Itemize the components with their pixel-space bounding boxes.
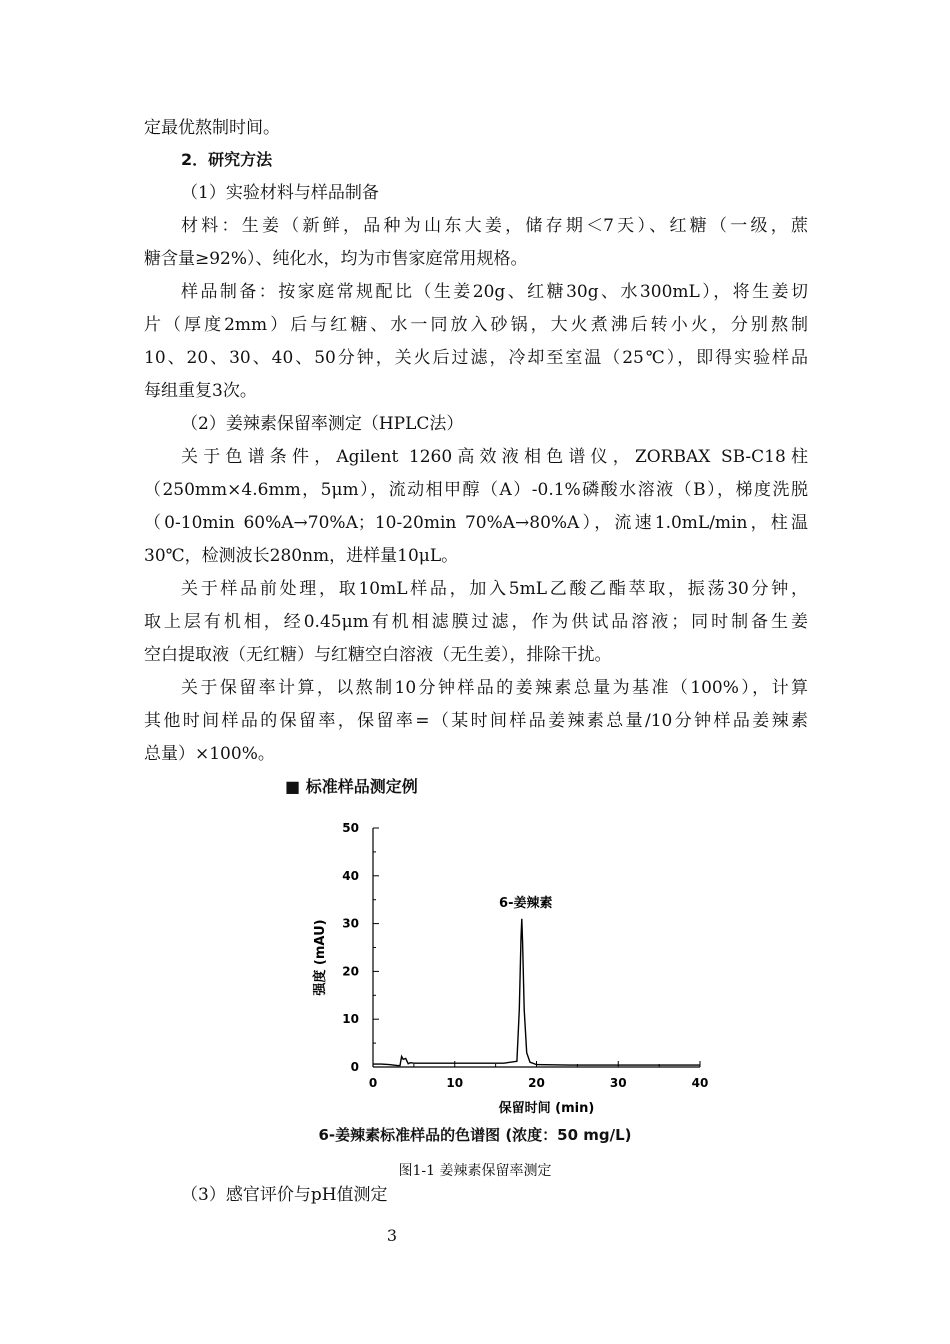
chart-axes — [373, 828, 700, 1067]
body-text-line: 关于保留率计算，以熬制10分钟样品的姜辣素总量为基准（100%），计算 — [181, 678, 808, 698]
y-tick-label: 20 — [342, 964, 359, 979]
body-text-line: 空白提取液（无红糖）与红糖空白溶液（无生姜），排除干扰。 — [144, 645, 612, 665]
chromatogram-series-line — [373, 919, 700, 1066]
y-tick-label: 50 — [342, 821, 359, 835]
peak-annotation: 6-姜辣素 — [499, 895, 553, 911]
body-text-line: 样品制备：按家庭常规配比（生姜20g、红糖30g、水300mL），将生姜切 — [181, 282, 808, 302]
section-heading: 2．研究方法 — [181, 150, 273, 169]
body-text-line: （0-10min 60%A→70%A；10-20min 70%A→80%A），流速1.0mL/min，柱温 — [144, 513, 808, 533]
body-text-line: 其他时间样品的保留率，保留率=（某时间样品姜辣素总量/10分钟样品姜辣素 — [144, 711, 808, 731]
body-text-line: 每组重复3次。 — [144, 381, 257, 401]
subsection-heading: （3）感官评价与pH值测定 — [181, 1185, 388, 1205]
chart-ticks — [342, 821, 708, 1090]
x-tick-label: 0 — [368, 1076, 378, 1090]
body-text-line: 关于样品前处理，取10mL样品，加入5mL乙酸乙酯萃取，振荡30分钟， — [181, 579, 808, 599]
body-text-line: 定最优熬制时间。 — [144, 118, 280, 138]
y-tick-label: 0 — [350, 1060, 359, 1074]
x-tick-label: 30 — [609, 1076, 627, 1090]
body-text-line: 糖含量≥92%）、纯化水，均为市售家庭常用规格。 — [144, 249, 528, 269]
x-axis-label: 保留时间 (min) — [498, 1101, 595, 1116]
figure-caption: 图1-1 姜辣素保留率测定 — [398, 1163, 552, 1179]
body-text-line: 30℃，检测波长280nm，进样量10μL。 — [144, 546, 459, 566]
body-text-line: 关于色谱条件，Agilent 1260高效液相色谱仪，ZORBAX SB-C18柱 — [181, 447, 808, 467]
body-text-line: 取上层有机相，经0.45μm有机相滤膜过滤，作为供试品溶液；同时制备生姜 — [144, 612, 808, 632]
body-text-line: 片（厚度2mm）后与红糖、水一同放入砂锅，大火煮沸后转小火，分别熬制 — [144, 315, 808, 335]
body-text-line: 总量）×100%。 — [144, 744, 275, 764]
y-tick-label: 40 — [342, 868, 359, 883]
x-tick-label: 40 — [691, 1076, 709, 1090]
x-tick-label: 20 — [528, 1076, 545, 1090]
y-axis-label: 强度 (mAU) — [313, 919, 328, 996]
subsection-heading: （1）实验材料与样品制备 — [181, 183, 379, 203]
chromatogram-chart — [300, 815, 720, 1120]
chart-caption: 6-姜辣素标准样品的色谱图 (浓度：50 mg/L) — [318, 1126, 632, 1144]
y-tick-label: 30 — [342, 916, 359, 931]
body-text-line: 材料：生姜（新鲜，品种为山东大姜，储存期＜7天）、红糖（一级，蔗 — [181, 216, 808, 236]
body-text-line: （250mm×4.6mm，5μm），流动相甲醇（A）-0.1%磷酸水溶液（B），梯度洗脱 — [144, 480, 808, 500]
figure-title: ■ 标准样品测定例 — [285, 777, 418, 796]
x-tick-label: 10 — [446, 1076, 464, 1090]
y-tick-label: 10 — [342, 1012, 359, 1027]
subsection-heading: （2）姜辣素保留率测定（HPLC法） — [181, 414, 464, 434]
body-text-line: 10、20、30、40、50分钟，关火后过滤，冷却至室温（25℃），即得实验样品 — [144, 348, 808, 368]
page-number: 3 — [386, 1226, 398, 1245]
